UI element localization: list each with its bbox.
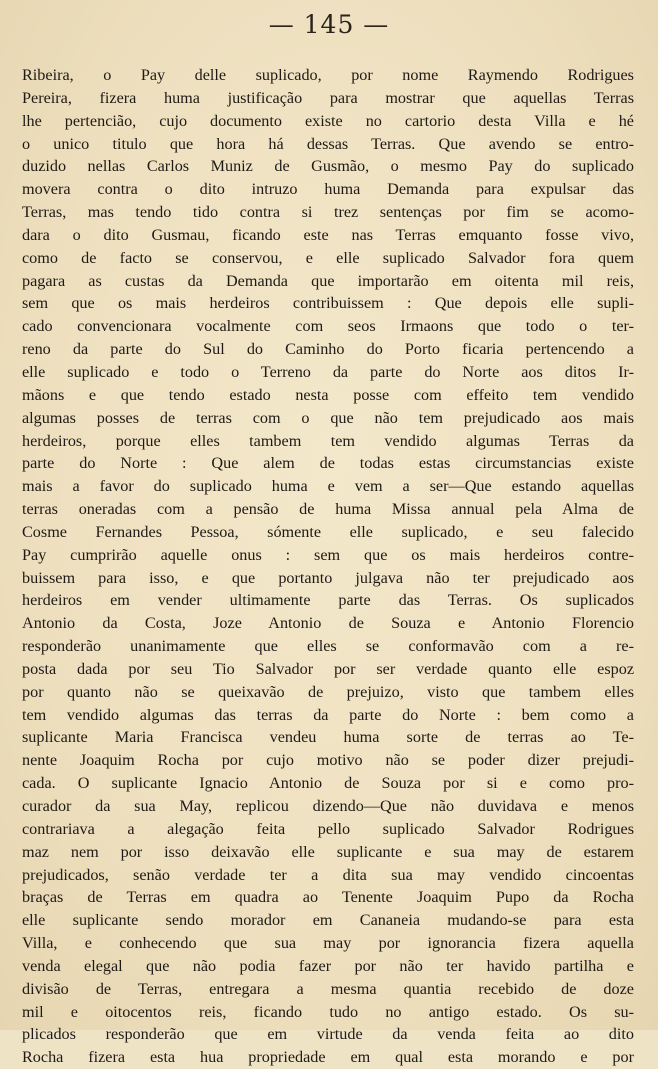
- text-line: elle suplicado e todo o Terreno da parte do Norte aos ditos Ir-: [22, 362, 634, 381]
- text-line: prejudicados, senão verdade ter a dita sua may vendido cincoentas: [22, 865, 634, 884]
- text-line: mãons e que tendo estado nesta posse com effeito tem vendido: [22, 385, 634, 404]
- text-line: Rocha fizera esta hua propriedade em qual esta morando e por: [22, 1048, 634, 1067]
- text-line: responderão unanimamente que elles se conformavão com a re-: [22, 637, 634, 656]
- text-line: parte do Norte : Que alem de todas estas circumstancias existe: [22, 454, 634, 473]
- text-line: elle suplicante sendo morador em Cananeia mudando-se para esta: [22, 911, 634, 930]
- text-line: suplicante Maria Francisca vendeu huma sorte de terras ao Te-: [22, 728, 634, 747]
- text-line: lhe pertencião, cujo documento existe no cartorio desta Villa e hé: [22, 111, 634, 130]
- text-line: contrariava a alegação feita pello suplicado Salvador Rodrigues: [22, 819, 634, 838]
- text-line: herdeiros em vender ultimamente parte das Terras. Os suplicados: [22, 591, 634, 610]
- text-line: Ribeira, o Pay delle suplicado, por nome Raymendo Rodrigues: [22, 66, 634, 84]
- text-line: divisão de Terras, entregara a mesma quantia recebido de doze: [22, 979, 634, 998]
- text-line: pagara as custas da Demanda que importarão em oitenta mil reis,: [22, 271, 634, 290]
- text-line: Antonio da Costa, Joze Antonio de Souza e Antonio Florencio: [22, 614, 634, 633]
- text-line: cada. O suplicante Ignacio Antonio de Souza por si e como pro-: [22, 774, 634, 793]
- text-line: maz nem por isso deixavão elle suplicante e sua may de estarem: [22, 842, 634, 861]
- text-line: Villa, e conhecendo que sua may por ignorancia fizera aquella: [22, 934, 634, 953]
- text-line: buissem para isso, e que portanto julgava não ter prejudicado aos: [22, 568, 634, 587]
- text-line: cado convencionara vocalmente com seos Irmaons que todo o ter-: [22, 317, 634, 336]
- text-line: plicados responderão que em virtude da venda feita ao dito: [22, 1025, 634, 1044]
- text-line: herdeiros, porque elles tambem tem vendido algumas Terras da: [22, 431, 634, 450]
- text-line: tem vendido algumas das terras da parte do Norte : bem como a: [22, 705, 634, 724]
- text-line: movera contra o dito intruzo huma Demanda para expulsar das: [22, 180, 634, 199]
- text-line: sem que os mais herdeiros contribuissem : Que depois elle supli-: [22, 294, 634, 313]
- page-number: — 145 —: [268, 10, 390, 39]
- text-line: Pay cumprirão aquelle onus : sem que os mais herdeiros contre-: [22, 545, 634, 564]
- text-line: curador da sua May, replicou dizendo—Que não duvidava e menos: [22, 797, 634, 815]
- text-line: mil e oitocentos reis, ficando tudo no antigo estado. Os su-: [22, 1002, 634, 1021]
- text-line: mais a favor do suplicado huma e vem a ser—Que estando aquellas: [22, 477, 634, 496]
- body-text: [22, 64, 634, 1069]
- text-line: venda elegal que não podia fazer por não ter havido partilha e: [22, 956, 634, 975]
- text-line: dara o dito Gusmau, ficando este nas Terras emquanto fosse vivo,: [22, 225, 634, 244]
- text-line: Pereira, fizera huma justificação para mostrar que aquellas Terras: [22, 88, 634, 107]
- text-line: nente Joaquim Rocha por cujo motivo não se poder dizer prejudi-: [22, 751, 634, 770]
- text-line: Terras, mas tendo tido contra si trez sentenças por fim se acomo-: [22, 203, 634, 222]
- text-line: posta dada por seu Tio Salvador por ser verdade quanto elle espoz: [22, 659, 634, 678]
- text-line: Cosme Fernandes Pessoa, sómente elle suplicado, e seu falecido: [22, 522, 634, 541]
- text-line: algumas posses de terras com o que não tem prejudicado aos mais: [22, 408, 634, 427]
- text-line: por quanto não se queixavão de prejuizo, visto que tambem elles: [22, 682, 634, 701]
- text-line: o unico titulo que hora há dessas Terras. Que avendo se entro-: [22, 134, 634, 153]
- text-line: braças de Terras em quadra ao Tenente Joaquim Pupo da Rocha: [22, 888, 634, 907]
- text-line: duzido nellas Carlos Muniz de Gusmão, o mesmo Pay do suplicado: [22, 157, 634, 176]
- text-line: como de facto se conservou, e elle suplicado Salvador fora quem: [22, 248, 634, 267]
- text-line: terras oneradas com a pensão de huma Missa annual pela Alma de: [22, 500, 634, 519]
- text-line: reno da parte do Sul do Caminho do Porto ficaria pertencendo a: [22, 340, 634, 359]
